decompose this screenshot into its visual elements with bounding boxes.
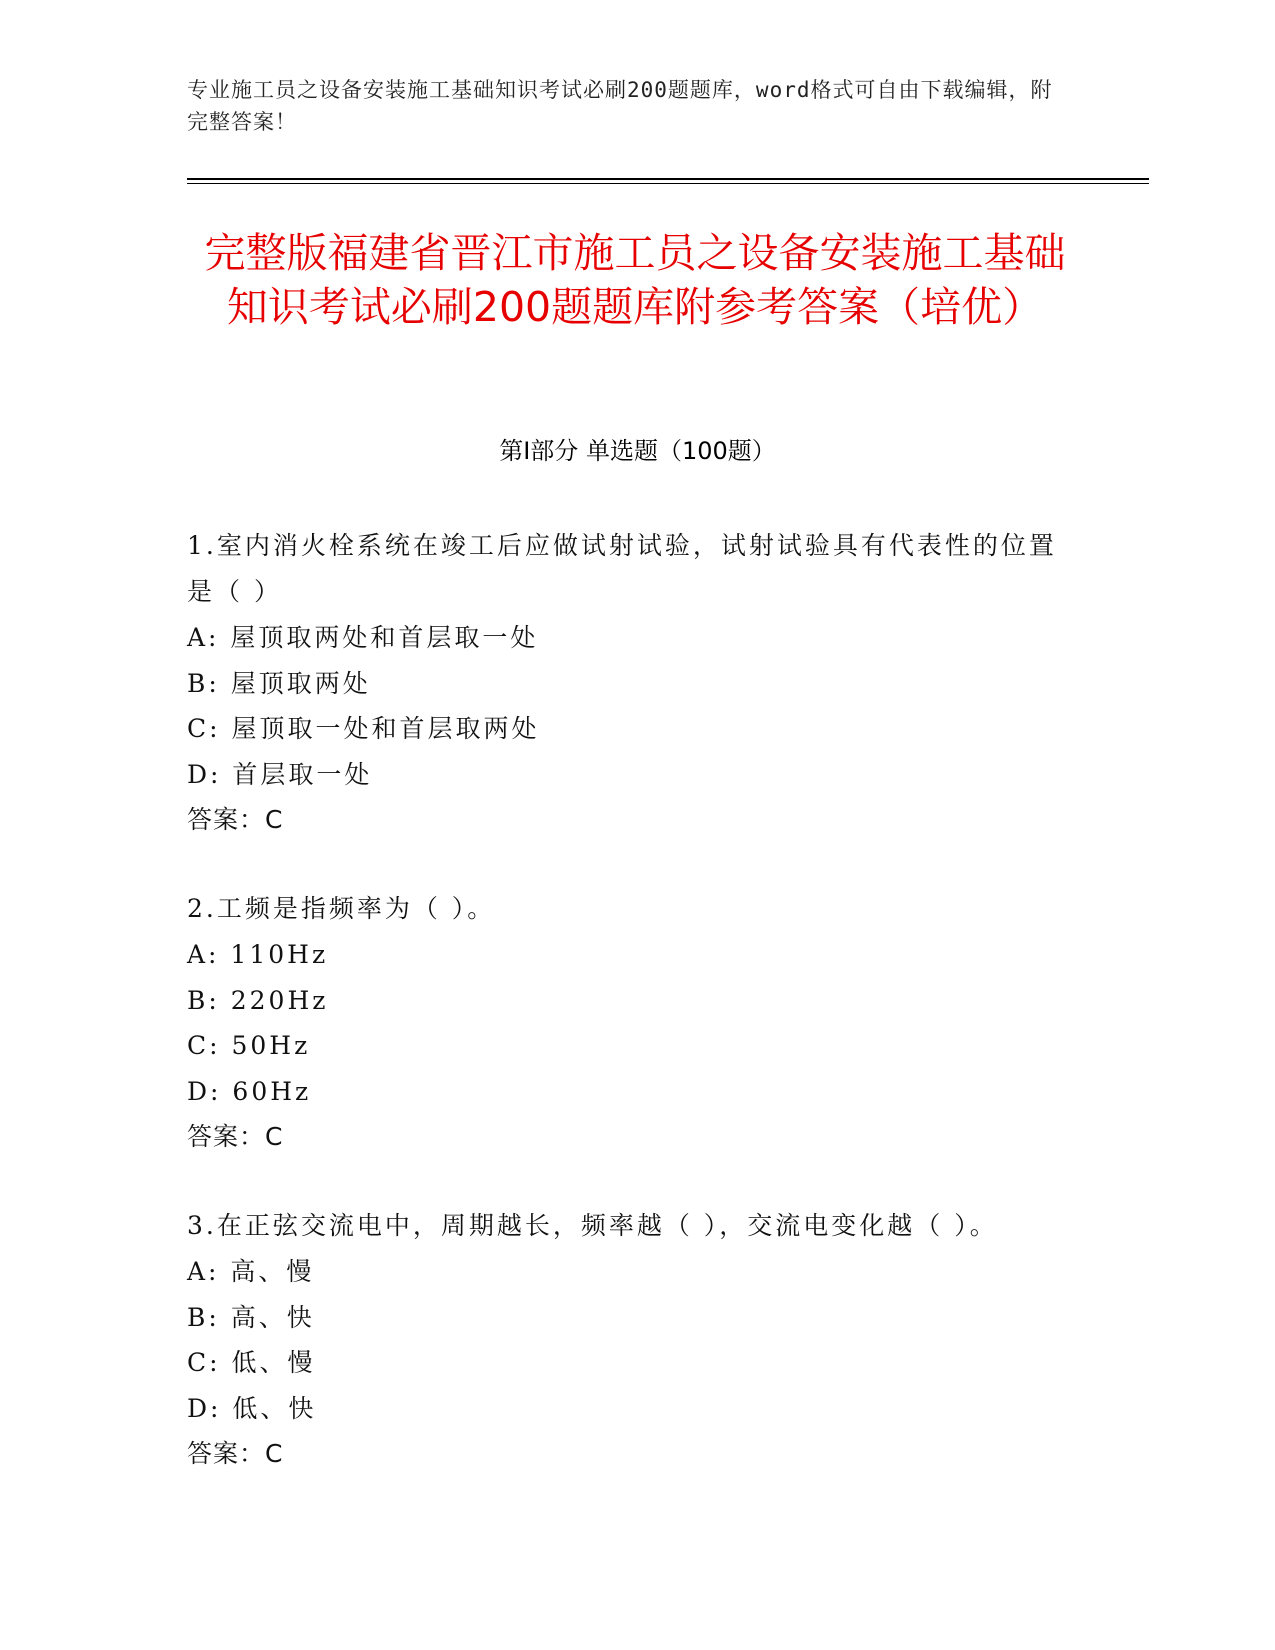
question-stem: 2.工频是指频率为（ ）。	[187, 894, 496, 923]
option-d: D: 60Hz	[187, 1076, 312, 1106]
header-note: 专业施工员之设备安装施工基础知识考试必刷200题题库，word格式可自由下载编辑，附完整答案！	[187, 78, 1053, 134]
option-b: B: 高、快	[187, 1302, 315, 1332]
answer-line	[187, 1114, 1067, 1159]
header-rule-thin	[187, 183, 1149, 184]
question-list	[187, 523, 1067, 1520]
option-c: C: 低、慢	[187, 1348, 316, 1377]
answer-prefix: 答案：	[187, 1122, 266, 1151]
option-d: D: 低、快	[187, 1393, 317, 1423]
option-b: B: 220Hz	[187, 985, 329, 1015]
option-a: A: 高、慢	[187, 1257, 315, 1286]
answer-value: C	[265, 1439, 284, 1468]
option-d: D: 首层取一处	[187, 759, 373, 789]
question-stem: 3.在正弦交流电中，周期越长，频率越（ ），交流电变化越（ ）。	[187, 1211, 998, 1240]
answer-line	[187, 797, 1067, 842]
option-b: B: 屋顶取两处	[187, 668, 371, 698]
section-heading: 第I部分 单选题（100题）	[499, 437, 776, 465]
answer-prefix: 答案：	[187, 1439, 266, 1468]
option-a: A: 屋顶取两处和首层取一处	[187, 623, 539, 652]
question-1	[187, 523, 1067, 842]
option-c: C: 屋顶取一处和首层取两处	[187, 714, 540, 743]
answer-prefix: 答案：	[187, 805, 266, 834]
option-c: C: 50Hz	[187, 1031, 311, 1060]
question-3	[187, 1203, 1067, 1476]
answer-value: C	[265, 805, 284, 834]
header-rule-thick	[187, 178, 1149, 180]
option-a: A: 110Hz	[187, 940, 329, 969]
document-title: 完整版福建省晋江市施工员之设备安装施工基础知识考试必刷200题题库附参考答案（培优）	[204, 229, 1066, 331]
answer-value: C	[265, 1122, 284, 1151]
question-stem: 1.室内消火栓系统在竣工后应做试射试验，试射试验具有代表性的位置是（ ）	[187, 531, 1057, 606]
answer-line	[187, 1431, 1067, 1476]
question-2	[187, 886, 1067, 1159]
